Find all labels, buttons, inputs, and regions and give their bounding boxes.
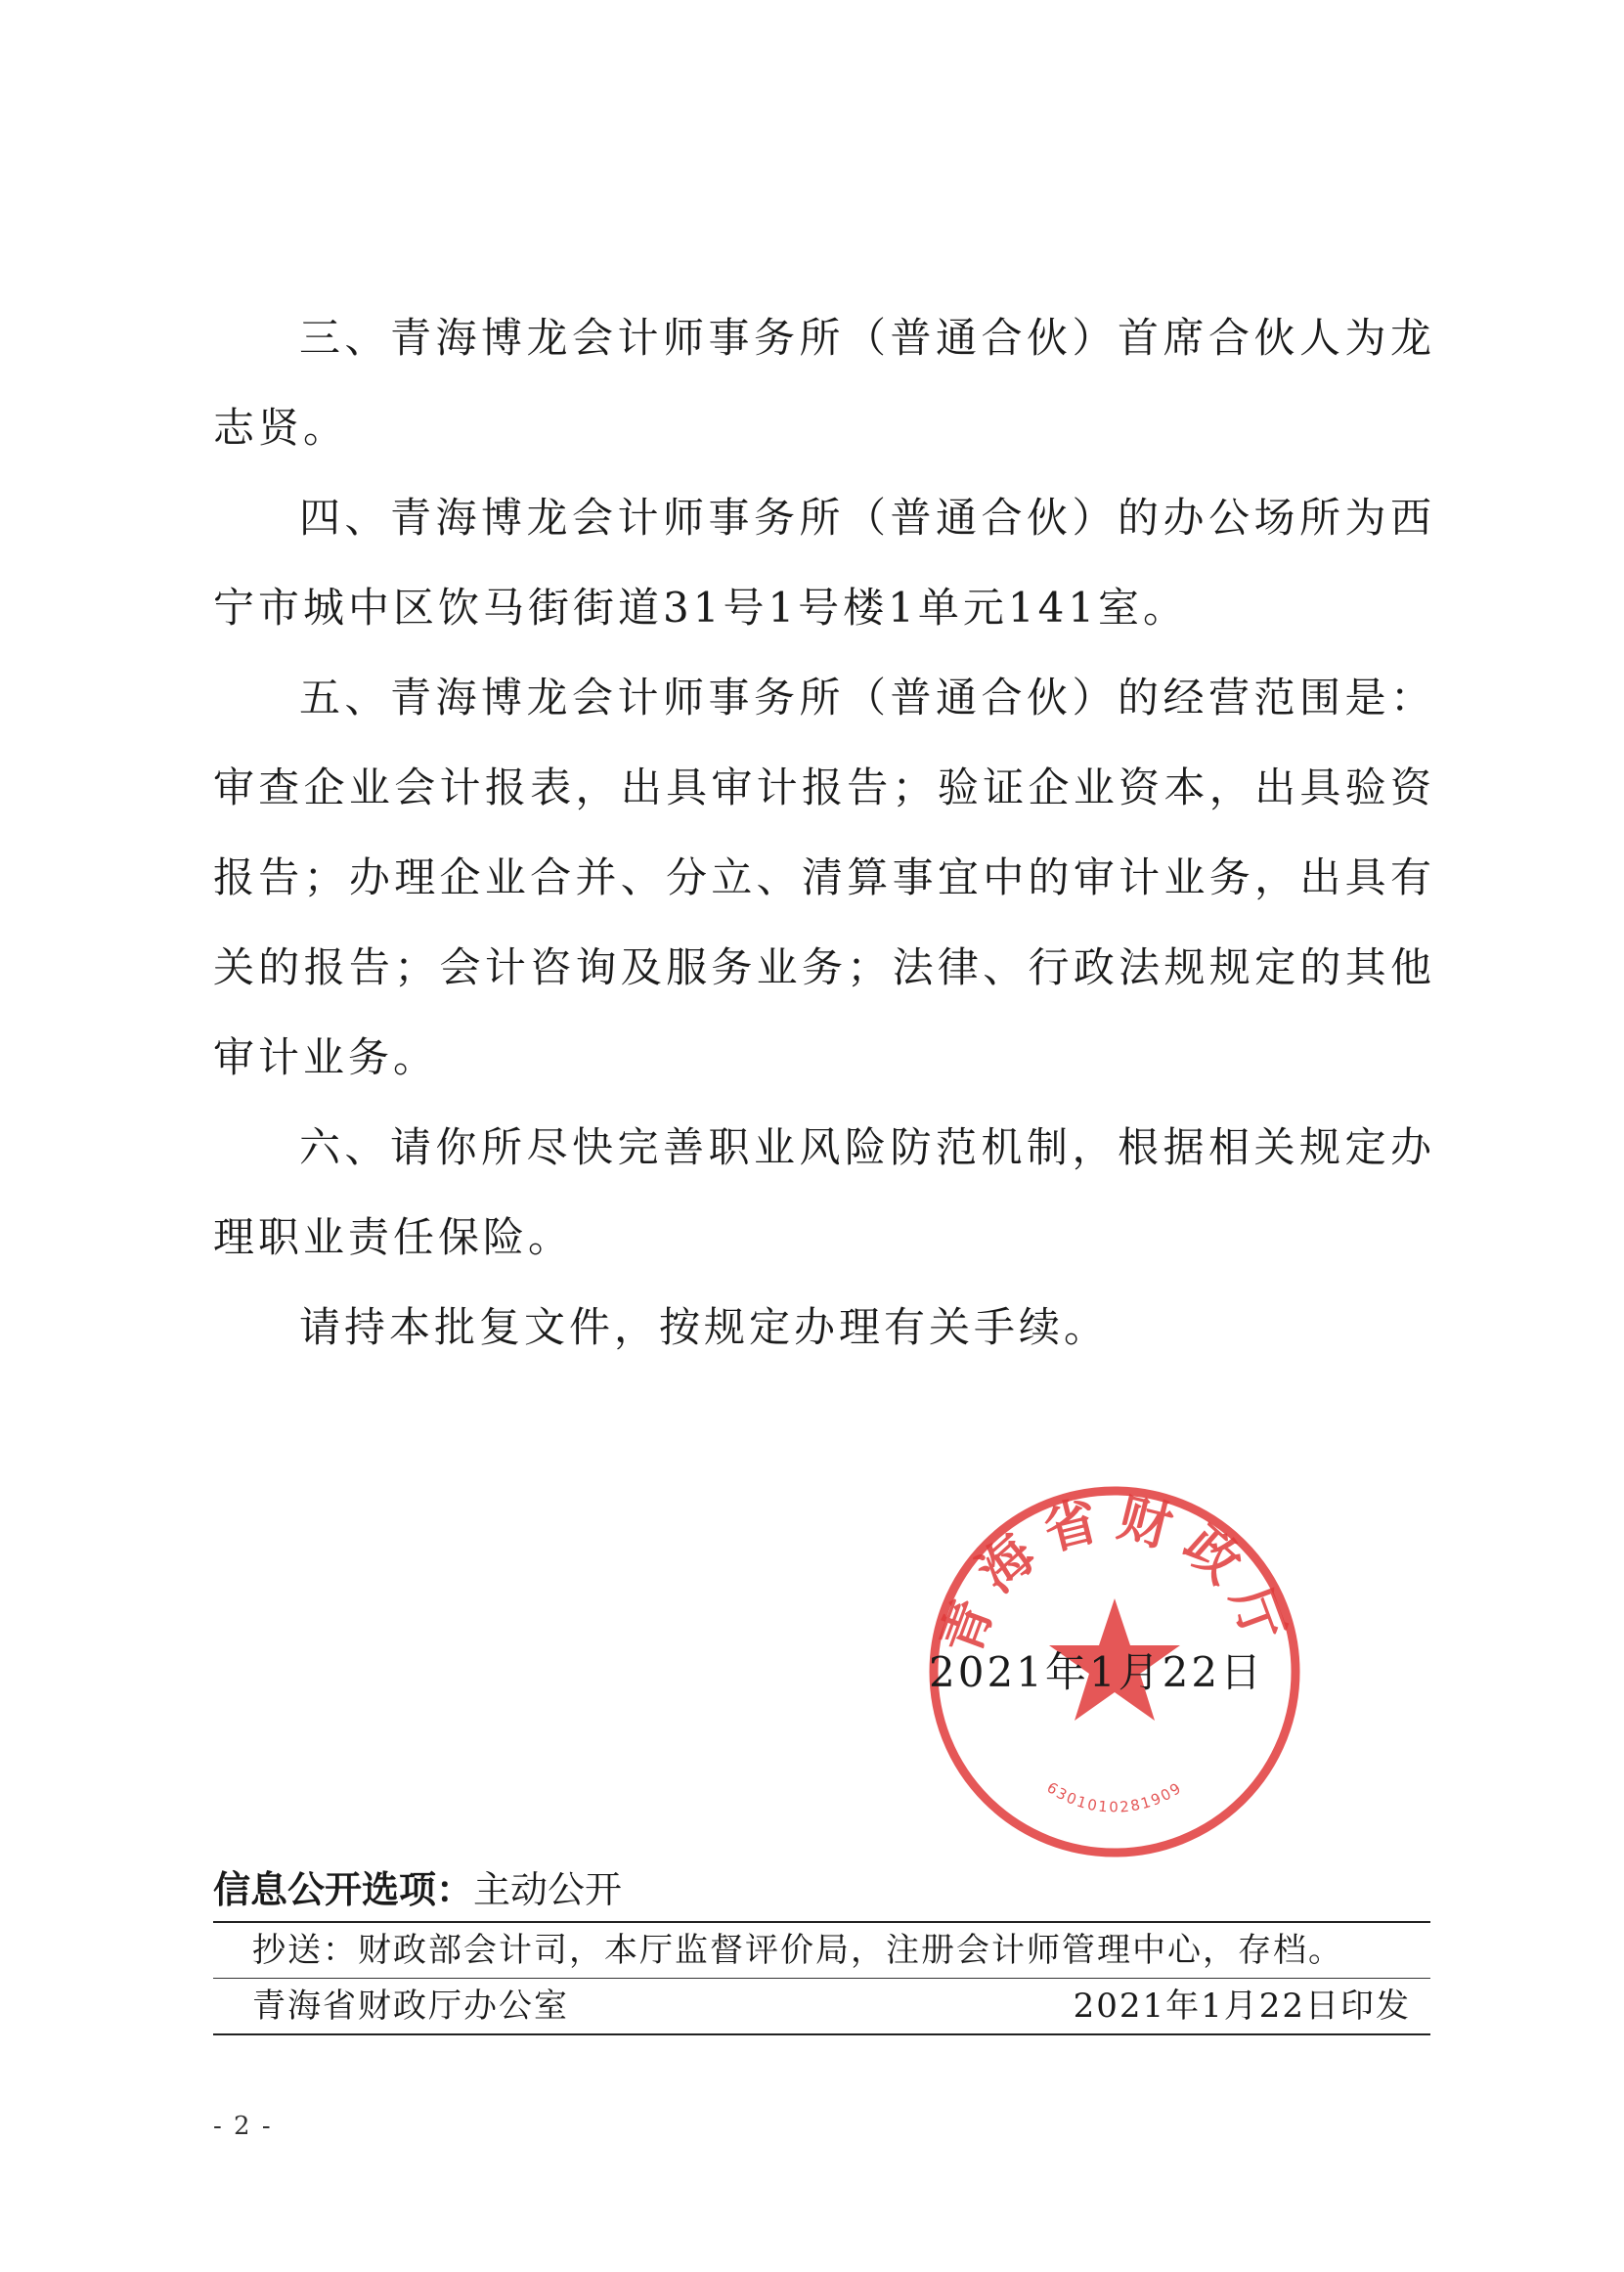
- document-body: [213, 293, 1435, 1373]
- paragraph-6: 六、请你所尽快完善职业风险防范机制，根据相关规定办理职业责任保险。: [213, 1123, 1435, 1261]
- disclosure-value: 主动公开: [473, 1868, 623, 1911]
- closing-paragraph: 请持本批复文件，按规定办理有关手续。: [299, 1303, 1110, 1351]
- signature-date: 2021年1月22日: [929, 1648, 1265, 1696]
- issuer: 青海省财政厅办公室: [252, 1987, 569, 2026]
- signature-area: [909, 1466, 1320, 1877]
- document-footer: [213, 1862, 1430, 2035]
- paragraph-3: 三、青海博龙会计师事务所（普通合伙）首席合伙人为龙志贤。: [213, 314, 1435, 452]
- seal-name-text: 青海省财政厅: [929, 1486, 1300, 1663]
- paragraph-4: 四、青海博龙会计师事务所（普通合伙）的办公场所为西宁市城中区饮马街街道31号1号楼1单元141室。: [213, 494, 1435, 632]
- issue-line: [213, 1979, 1430, 2035]
- paragraph-5: 五、青海博龙会计师事务所（普通合伙）的经营范围是：审查企业会计报表，出具审计报告；验证企业资本，出具验资报告；办理企业合并、分立、清算事宜中的审计业务，出具有关的报告；会计咨询及服务业务；法律、行政法规规定的其他审计业务。: [213, 674, 1435, 1081]
- disclosure-label: 信息公开选项：: [213, 1868, 474, 1911]
- seal-code-text: 6301010281909: [1043, 1778, 1186, 1816]
- page-number: - 2 -: [213, 2112, 273, 2141]
- disclosure-option: [213, 1862, 1430, 1923]
- issue-date: 2021年1月22日印发: [1073, 1987, 1411, 2026]
- cc-line: 抄送：财政部会计司，本厅监督评价局，注册会计师管理中心，存档。: [213, 1923, 1430, 1979]
